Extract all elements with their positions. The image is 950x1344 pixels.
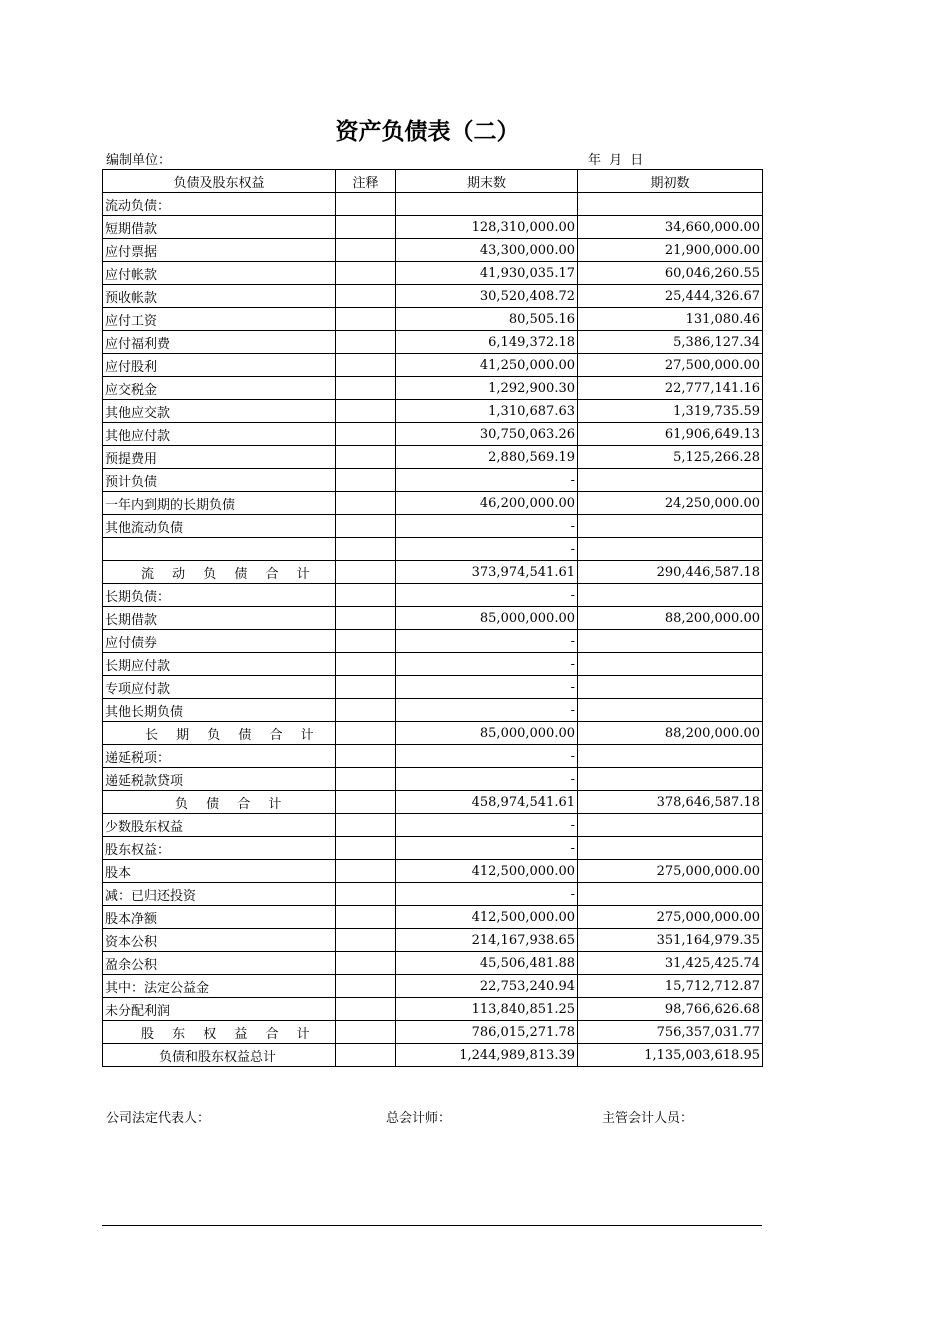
- row-period-end-value: 1,310,687.63: [396, 400, 578, 423]
- row-period-begin-value: [578, 653, 763, 676]
- row-label: 盈余公积: [103, 952, 336, 975]
- table-row: [103, 446, 763, 469]
- row-note: [336, 998, 396, 1021]
- row-label: [103, 538, 336, 561]
- row-label: 应付债券: [103, 630, 336, 653]
- row-period-end-value: 1,244,989,813.39: [396, 1044, 578, 1067]
- row-note: [336, 331, 396, 354]
- row-period-end-value: 412,500,000.00: [396, 906, 578, 929]
- balance-sheet-table: [102, 169, 763, 1067]
- row-period-end-value: -: [396, 814, 578, 837]
- table-row: [103, 377, 763, 400]
- table-row: [103, 722, 763, 745]
- row-period-begin-value: 275,000,000.00: [578, 860, 763, 883]
- row-note: [336, 515, 396, 538]
- row-period-end-value: -: [396, 699, 578, 722]
- row-note: [336, 837, 396, 860]
- row-note: [336, 883, 396, 906]
- table-row: [103, 607, 763, 630]
- row-label: 资本公积: [103, 929, 336, 952]
- row-label: 长期应付款: [103, 653, 336, 676]
- table-row: [103, 216, 763, 239]
- row-period-begin-value: [578, 469, 763, 492]
- table-row: [103, 469, 763, 492]
- row-label: 负债和股东权益总计: [103, 1044, 336, 1067]
- row-period-end-value: 2,880,569.19: [396, 446, 578, 469]
- row-note: [336, 653, 396, 676]
- row-period-end-value: -: [396, 837, 578, 860]
- row-period-begin-value: 24,250,000.00: [578, 492, 763, 515]
- row-period-end-value: -: [396, 768, 578, 791]
- row-label: 应付票据: [103, 239, 336, 262]
- table-row: [103, 906, 763, 929]
- table-row: [103, 791, 763, 814]
- table-row: [103, 860, 763, 883]
- row-note: [336, 791, 396, 814]
- row-label: 股本: [103, 860, 336, 883]
- row-note: [336, 492, 396, 515]
- row-note: [336, 768, 396, 791]
- unit-label: 编制单位：: [106, 153, 172, 168]
- row-note: [336, 745, 396, 768]
- table-row: [103, 285, 763, 308]
- row-label: 应付帐款: [103, 262, 336, 285]
- table-row: [103, 768, 763, 791]
- row-period-begin-value: [578, 515, 763, 538]
- legal-representative-label: 公司法定代表人：: [106, 1111, 211, 1126]
- row-period-begin-value: 27,500,000.00: [578, 354, 763, 377]
- row-period-begin-value: 378,646,587.18: [578, 791, 763, 814]
- row-period-begin-value: 25,444,326.67: [578, 285, 763, 308]
- table-row: [103, 538, 763, 561]
- row-note: [336, 906, 396, 929]
- header-note: 注释: [336, 170, 396, 193]
- table-row: [103, 561, 763, 584]
- row-period-end-value: -: [396, 469, 578, 492]
- row-period-end-value: 214,167,938.65: [396, 929, 578, 952]
- row-period-begin-value: [578, 745, 763, 768]
- row-label: 未分配利润: [103, 998, 336, 1021]
- row-note: [336, 860, 396, 883]
- table-row: [103, 929, 763, 952]
- row-label: 股本净额: [103, 906, 336, 929]
- row-period-end-value: 41,930,035.17: [396, 262, 578, 285]
- row-period-end-value: -: [396, 630, 578, 653]
- row-label: 递延税项：: [103, 745, 336, 768]
- row-period-begin-value: [578, 584, 763, 607]
- row-label: 减：已归还投资: [103, 883, 336, 906]
- row-label: 负 债 合 计: [103, 791, 336, 814]
- row-period-begin-value: [578, 676, 763, 699]
- row-period-end-value: 30,520,408.72: [396, 285, 578, 308]
- row-label: 预计负债: [103, 469, 336, 492]
- row-period-end-value: -: [396, 538, 578, 561]
- row-period-end-value: -: [396, 676, 578, 699]
- row-period-end-value: -: [396, 653, 578, 676]
- row-note: [336, 446, 396, 469]
- row-period-end-value: 80,505.16: [396, 308, 578, 331]
- table-row: [103, 699, 763, 722]
- row-period-begin-value: 88,200,000.00: [578, 722, 763, 745]
- row-period-begin-value: 88,200,000.00: [578, 607, 763, 630]
- row-note: [336, 975, 396, 998]
- row-period-end-value: 43,300,000.00: [396, 239, 578, 262]
- row-period-begin-value: [578, 193, 763, 216]
- row-period-end-value: 46,200,000.00: [396, 492, 578, 515]
- row-label: 少数股东权益: [103, 814, 336, 837]
- row-period-begin-value: [578, 768, 763, 791]
- row-period-end-value: 786,015,271.78: [396, 1021, 578, 1044]
- table-row: [103, 492, 763, 515]
- row-period-begin-value: 275,000,000.00: [578, 906, 763, 929]
- row-label: 应付工资: [103, 308, 336, 331]
- row-note: [336, 1044, 396, 1067]
- row-note: [336, 400, 396, 423]
- row-period-begin-value: 60,046,260.55: [578, 262, 763, 285]
- row-label: 股 东 权 益 合 计: [103, 1021, 336, 1044]
- row-note: [336, 239, 396, 262]
- table-row: [103, 837, 763, 860]
- table-row: [103, 814, 763, 837]
- row-period-begin-value: 21,900,000.00: [578, 239, 763, 262]
- table-row: [103, 1021, 763, 1044]
- row-label: 其他流动负债: [103, 515, 336, 538]
- row-label: 长期负债：: [103, 584, 336, 607]
- chief-accountant-label: 总会计师：: [386, 1111, 452, 1126]
- row-note: [336, 354, 396, 377]
- table-row: [103, 515, 763, 538]
- row-note: [336, 676, 396, 699]
- row-period-begin-value: [578, 699, 763, 722]
- row-note: [336, 722, 396, 745]
- row-period-begin-value: 5,125,266.28: [578, 446, 763, 469]
- row-period-end-value: 30,750,063.26: [396, 423, 578, 446]
- row-period-begin-value: 34,660,000.00: [578, 216, 763, 239]
- table-row: [103, 630, 763, 653]
- row-period-begin-value: 351,164,979.35: [578, 929, 763, 952]
- row-label: 递延税款贷项: [103, 768, 336, 791]
- row-period-begin-value: [578, 538, 763, 561]
- table-row: [103, 193, 763, 216]
- accounting-supervisor-label: 主管会计人员：: [602, 1111, 694, 1126]
- row-note: [336, 423, 396, 446]
- table-row: [103, 883, 763, 906]
- row-label: 其他应付款: [103, 423, 336, 446]
- row-period-end-value: 6,149,372.18: [396, 331, 578, 354]
- row-label: 流 动 负 债 合 计: [103, 561, 336, 584]
- row-label: 其中：法定公益金: [103, 975, 336, 998]
- row-label: 应交税金: [103, 377, 336, 400]
- table-row: [103, 308, 763, 331]
- row-label: 预收帐款: [103, 285, 336, 308]
- table-row: [103, 239, 763, 262]
- row-period-begin-value: 1,135,003,618.95: [578, 1044, 763, 1067]
- row-note: [336, 607, 396, 630]
- row-note: [336, 308, 396, 331]
- header-item: 负债及股东权益: [103, 170, 336, 193]
- row-period-end-value: 1,292,900.30: [396, 377, 578, 400]
- table-row: [103, 262, 763, 285]
- row-period-end-value: 373,974,541.61: [396, 561, 578, 584]
- row-period-end-value: 85,000,000.00: [396, 607, 578, 630]
- table-row: [103, 423, 763, 446]
- row-note: [336, 584, 396, 607]
- row-note: [336, 262, 396, 285]
- row-note: [336, 630, 396, 653]
- row-period-end-value: 412,500,000.00: [396, 860, 578, 883]
- row-period-begin-value: 31,425,425.74: [578, 952, 763, 975]
- row-period-begin-value: [578, 630, 763, 653]
- row-label: 长期借款: [103, 607, 336, 630]
- row-period-begin-value: [578, 883, 763, 906]
- row-note: [336, 561, 396, 584]
- row-period-end-value: 113,840,851.25: [396, 998, 578, 1021]
- row-note: [336, 469, 396, 492]
- row-period-end-value: -: [396, 515, 578, 538]
- row-period-begin-value: 131,080.46: [578, 308, 763, 331]
- row-period-end-value: [396, 193, 578, 216]
- row-period-begin-value: 22,777,141.16: [578, 377, 763, 400]
- row-label: 其他应交款: [103, 400, 336, 423]
- row-period-begin-value: 1,319,735.59: [578, 400, 763, 423]
- table-header-row: [103, 170, 763, 193]
- row-note: [336, 538, 396, 561]
- row-note: [336, 699, 396, 722]
- header-period-end: 期末数: [396, 170, 578, 193]
- row-label: 应付股利: [103, 354, 336, 377]
- table-row: [103, 584, 763, 607]
- row-period-end-value: 45,506,481.88: [396, 952, 578, 975]
- table-row: [103, 354, 763, 377]
- row-period-begin-value: [578, 814, 763, 837]
- row-note: [336, 377, 396, 400]
- row-period-begin-value: 290,446,587.18: [578, 561, 763, 584]
- row-period-end-value: 458,974,541.61: [396, 791, 578, 814]
- row-period-begin-value: 15,712,712.87: [578, 975, 763, 998]
- row-note: [336, 1021, 396, 1044]
- row-note: [336, 216, 396, 239]
- row-label: 流动负债：: [103, 193, 336, 216]
- row-period-begin-value: [578, 837, 763, 860]
- row-period-end-value: -: [396, 584, 578, 607]
- row-period-begin-value: 98,766,626.68: [578, 998, 763, 1021]
- row-label: 股东权益：: [103, 837, 336, 860]
- table-row: [103, 676, 763, 699]
- row-period-begin-value: 5,386,127.34: [578, 331, 763, 354]
- row-period-end-value: 22,753,240.94: [396, 975, 578, 998]
- row-period-begin-value: 756,357,031.77: [578, 1021, 763, 1044]
- row-period-end-value: 85,000,000.00: [396, 722, 578, 745]
- row-label: 短期借款: [103, 216, 336, 239]
- table-row: [103, 400, 763, 423]
- row-note: [336, 814, 396, 837]
- row-note: [336, 929, 396, 952]
- row-label: 预提费用: [103, 446, 336, 469]
- table-row: [103, 653, 763, 676]
- table-row: [103, 975, 763, 998]
- row-note: [336, 193, 396, 216]
- row-label: 专项应付款: [103, 676, 336, 699]
- row-period-end-value: -: [396, 745, 578, 768]
- row-period-end-value: 41,250,000.00: [396, 354, 578, 377]
- table-row: [103, 745, 763, 768]
- bottom-divider: [102, 1225, 762, 1226]
- row-period-end-value: -: [396, 883, 578, 906]
- row-label: 长 期 负 债 合 计: [103, 722, 336, 745]
- row-label: 一年内到期的长期负债: [103, 492, 336, 515]
- row-period-begin-value: 61,906,649.13: [578, 423, 763, 446]
- table-row: [103, 1044, 763, 1067]
- table-row: [103, 331, 763, 354]
- header-period-begin: 期初数: [578, 170, 763, 193]
- table-row: [103, 998, 763, 1021]
- row-period-end-value: 128,310,000.00: [396, 216, 578, 239]
- date-label: 年 月 日: [588, 153, 644, 168]
- page-title: 资产负债表（二）: [335, 119, 520, 145]
- table-row: [103, 952, 763, 975]
- row-note: [336, 285, 396, 308]
- row-label: 应付福利费: [103, 331, 336, 354]
- row-label: 其他长期负债: [103, 699, 336, 722]
- row-note: [336, 952, 396, 975]
